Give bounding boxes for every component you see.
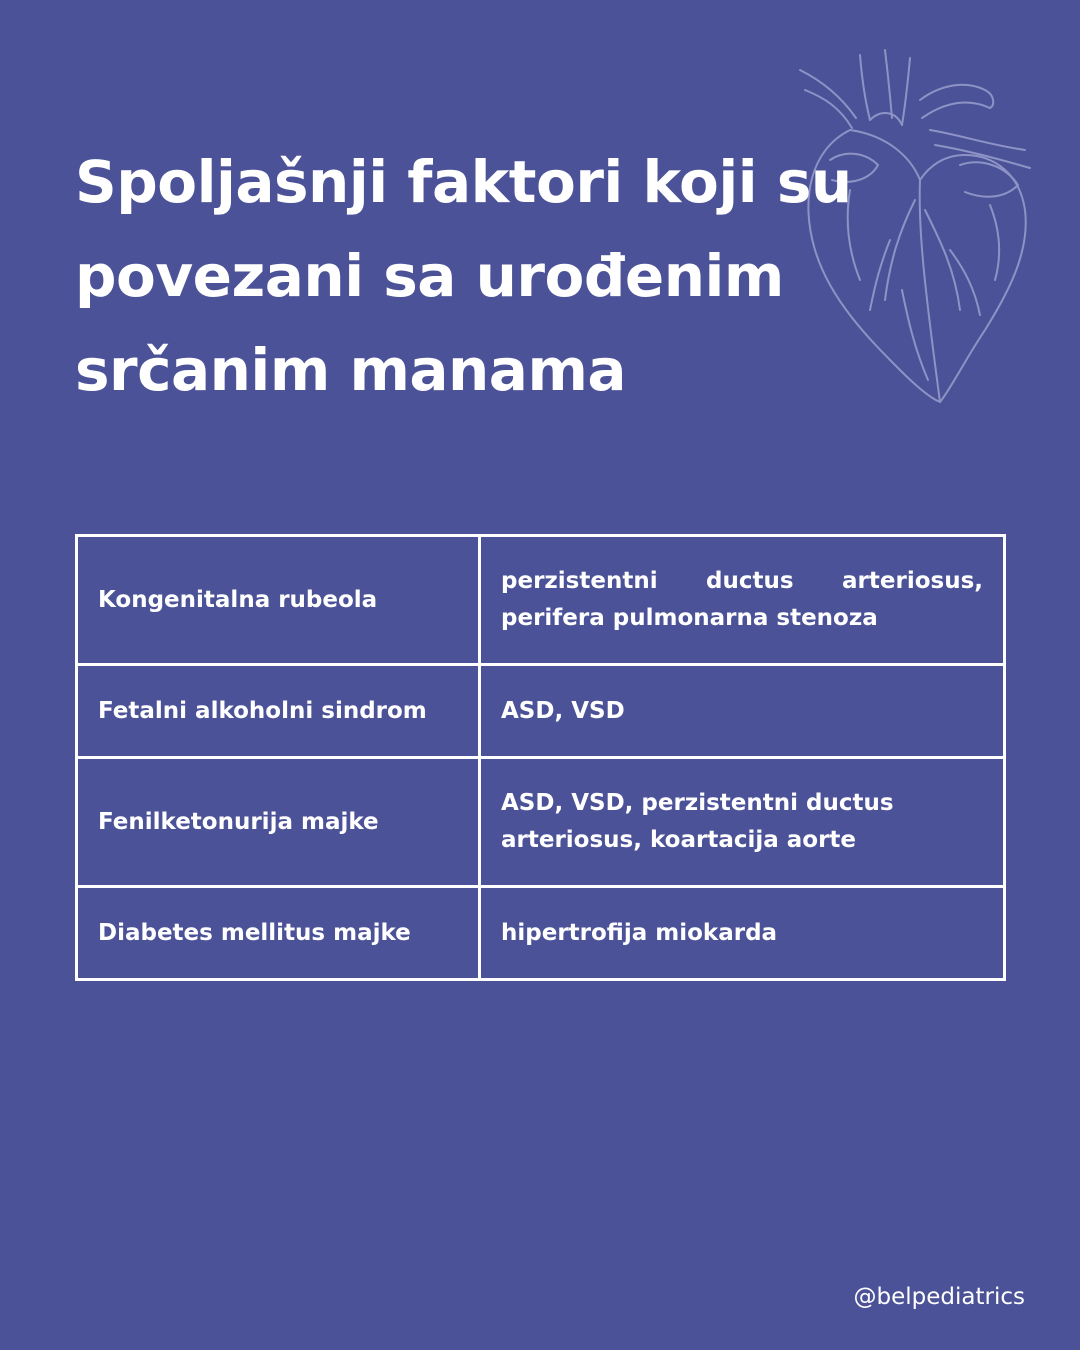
factor-cell: Fenilketonurija majke bbox=[77, 758, 480, 887]
table-row bbox=[77, 758, 1005, 887]
factors-table bbox=[75, 534, 1006, 981]
defects-cell: perzistentni ductus arteriosus, perifera pulmonarna stenoza bbox=[480, 536, 1005, 665]
table-row bbox=[77, 665, 1005, 758]
title-line-2: povezani sa urođenim bbox=[75, 242, 784, 310]
defects-cell: ASD, VSD bbox=[480, 665, 1005, 758]
defects-cell: ASD, VSD, perzistentni ductus arteriosus, koartacija aorte bbox=[480, 758, 1005, 887]
title-line-1: Spoljašnji faktori koji su bbox=[75, 148, 852, 216]
factor-cell: Diabetes mellitus majke bbox=[77, 887, 480, 980]
factor-cell: Kongenitalna rubeola bbox=[77, 536, 480, 665]
table-row bbox=[77, 887, 1005, 980]
table-row bbox=[77, 536, 1005, 665]
account-handle: @belpediatrics bbox=[853, 1284, 1025, 1310]
factor-cell: Fetalni alkoholni sindrom bbox=[77, 665, 480, 758]
defects-cell: hipertrofija miokarda bbox=[480, 887, 1005, 980]
title-line-3: srčanim manama bbox=[75, 336, 627, 404]
page-title bbox=[75, 135, 975, 417]
